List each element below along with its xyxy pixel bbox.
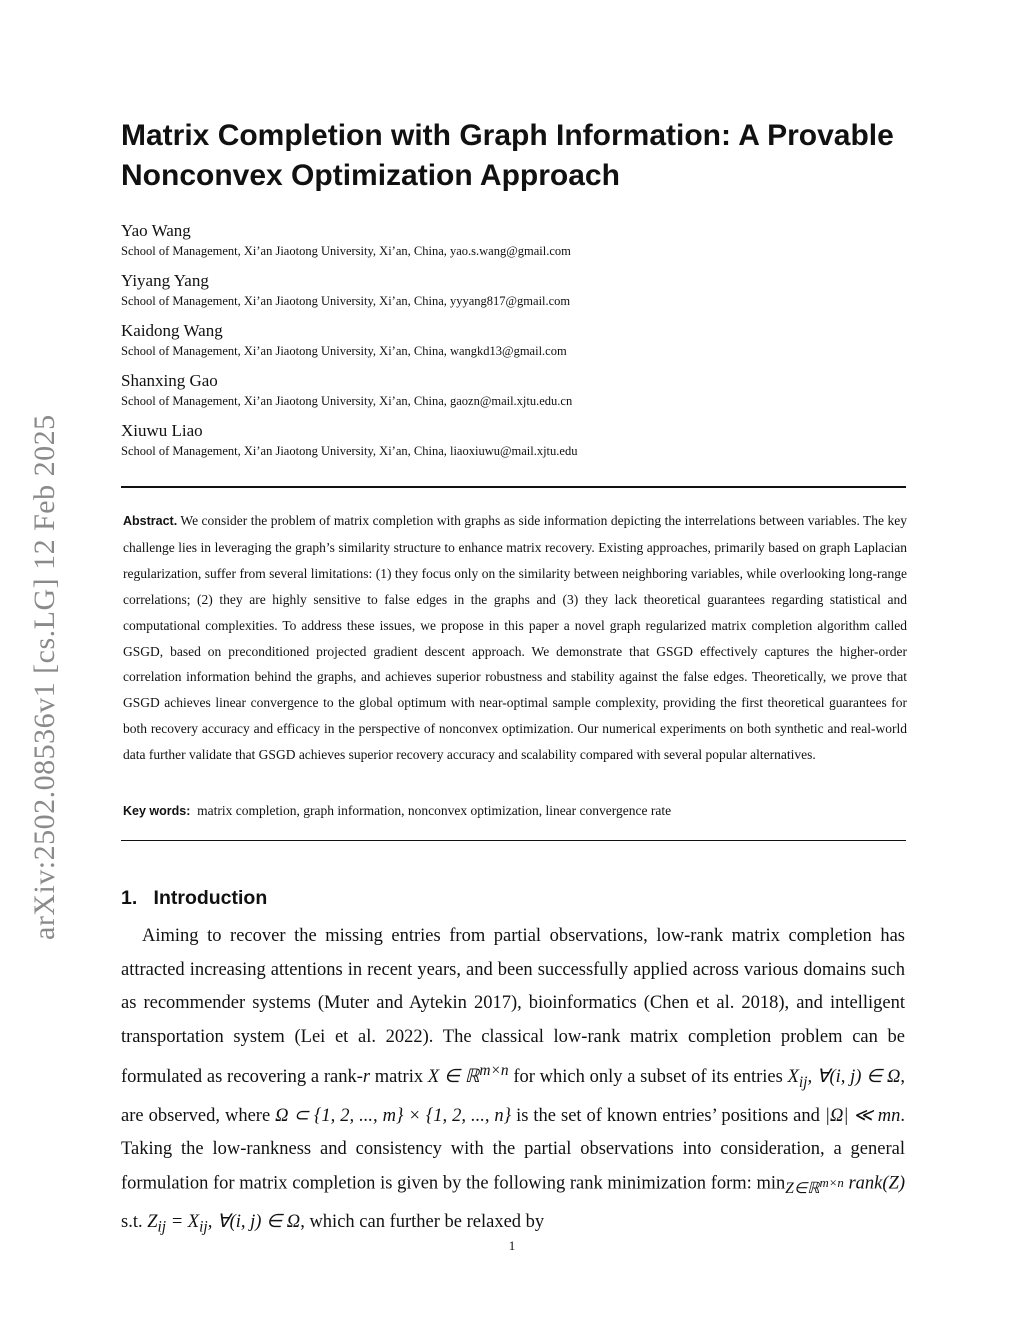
author-affiliation: School of Management, Xi’an Jiaotong University, Xi’an, China, wangkd13@gmail.com [121,344,567,358]
author-affiliation: School of Management, Xi’an Jiaotong University, Xi’an, China, gaozn@mail.xjtu.edu.cn [121,394,573,408]
author-affiliation: School of Management, Xi’an Jiaotong University, Xi’an, China, yyyang817@gmail.com [121,294,571,308]
author-name: Kaidong Wang [121,321,223,340]
math-inline: X ∈ ℝ [427,1067,480,1088]
author-name: Yiyang Yang [121,271,209,290]
abstract-bottom-rule [121,840,906,841]
math-inline: |Ω| ≪ mn [824,1105,901,1126]
math-subscript-text: Z∈ℝ [785,1180,820,1198]
page-number: 1 [508,1238,516,1253]
author-block [121,421,921,459]
section-heading [121,887,267,910]
author-block [121,321,921,359]
section-number: 1. [121,887,138,909]
intro-text: s.t. [121,1211,148,1232]
abstract [123,508,907,768]
math-subscript: ij [798,1074,808,1092]
author-block [121,371,921,409]
section-title: Introduction [153,887,268,909]
intro-text: , which can further be relaxed by [300,1211,545,1232]
author-affiliation: School of Management, Xi’an Jiaotong University, Xi’an, China, yao.s.wang@gmail.com [121,244,571,258]
abstract-top-rule [121,486,906,488]
math-inline: = X [166,1211,200,1232]
intro-text: , are observed, where [121,1067,905,1126]
math-inline: Z [147,1211,158,1232]
intro-text: . Taking the low-rankness and consistency with the partial observations into consideration, a general formulation for matrix completion is given by the following rank minimization form: min [121,1105,905,1194]
math-superscript: m×n [819,1176,844,1190]
math-inline: , ∀(i, j) ∈ Ω [807,1067,901,1088]
math-superscript: m×n [479,1062,509,1080]
author-name: Xiuwu Liao [121,421,203,440]
math-subscript: ij [199,1218,208,1236]
math-subscript [785,1176,844,1198]
intro-text: Aiming to recover the missing entries from partial observations, low-rank matrix completion has attracted increasing attentions in recent years, and been successfully applied across various domains such as recommender systems (Muter and Aytekin 2017), bioinformatics (Chen et al. 2018), and intelligent transportation system (Lei et al. 2022). The classical low-rank matrix completion problem can be formulated as recovering a rank- [121,926,905,1088]
paper-title: Matrix Completion with Graph Information: A Provable Nonconvex Optimization Approach [121,119,894,192]
intro-paragraph [121,920,905,1244]
math-subscript: ij [157,1218,167,1236]
intro-text: matrix [370,1067,428,1088]
intro-text: is the set of known entries’ positions and [511,1105,825,1126]
intro-text: for which only a subset of its entries [508,1067,788,1088]
keywords [123,800,907,822]
abstract-label: Abstract. [123,514,178,528]
author-affiliation: School of Management, Xi’an Jiaotong University, Xi’an, China, liaoxiuwu@mail.xjtu.edu [121,444,578,458]
math-inline: r [362,1067,371,1088]
author-block [121,271,921,309]
math-inline: rank(Z) [843,1173,905,1194]
author-name: Shanxing Gao [121,371,218,390]
author-block [121,221,921,259]
author-name: Yao Wang [121,221,191,240]
math-inline: , ∀(i, j) ∈ Ω [207,1211,301,1232]
math-inline: X [787,1067,799,1088]
abstract-text: We consider the problem of matrix completion with graphs as side information depicting the interrelations between variables. The key challenge lies in leveraging the graph’s similarity structure to enhance matrix recovery. Existing approaches, primarily based on graph Laplacian regularization, suffer from several limitations: (1) they focus only on the similarity between neighboring variables, while overlooking long-range correlations; (2) they are highly sensitive to false edges in the graphs and (3) they lack theoretical guarantees regarding statistical and computational complexities. To address these issues, we propose in this paper a novel graph regularized matrix completion algorithm called GSGD, based on preconditioned projected gradient descent approach. We demonstrate that GSGD effectively captures the higher-order correlation information behind the graphs, and achieves superior robustness and stability against the false edges. Theoretically, we prove that GSGD achieves linear convergence to the global optimum with near-optimal sample complexity, providing the first theoretical guarantees for both recovery accuracy and efficacy in the perspective of nonconvex optimization. Our numerical experiments on both synthetic and real-world data further validate that GSGD achieves superior recovery accuracy and scalability compared with several popular alternatives. [123,513,907,763]
arxiv-identifier-stamp: arXiv:2502.08536v1 [cs.LG] 12 Feb 2025 [28,414,61,940]
math-inline: Ω ⊂ {1, 2, ..., m} × {1, 2, ..., n} [275,1105,512,1126]
keywords-label: Key words: [123,804,191,818]
keywords-text: matrix completion, graph information, nonconvex optimization, linear convergence rate [197,803,672,818]
